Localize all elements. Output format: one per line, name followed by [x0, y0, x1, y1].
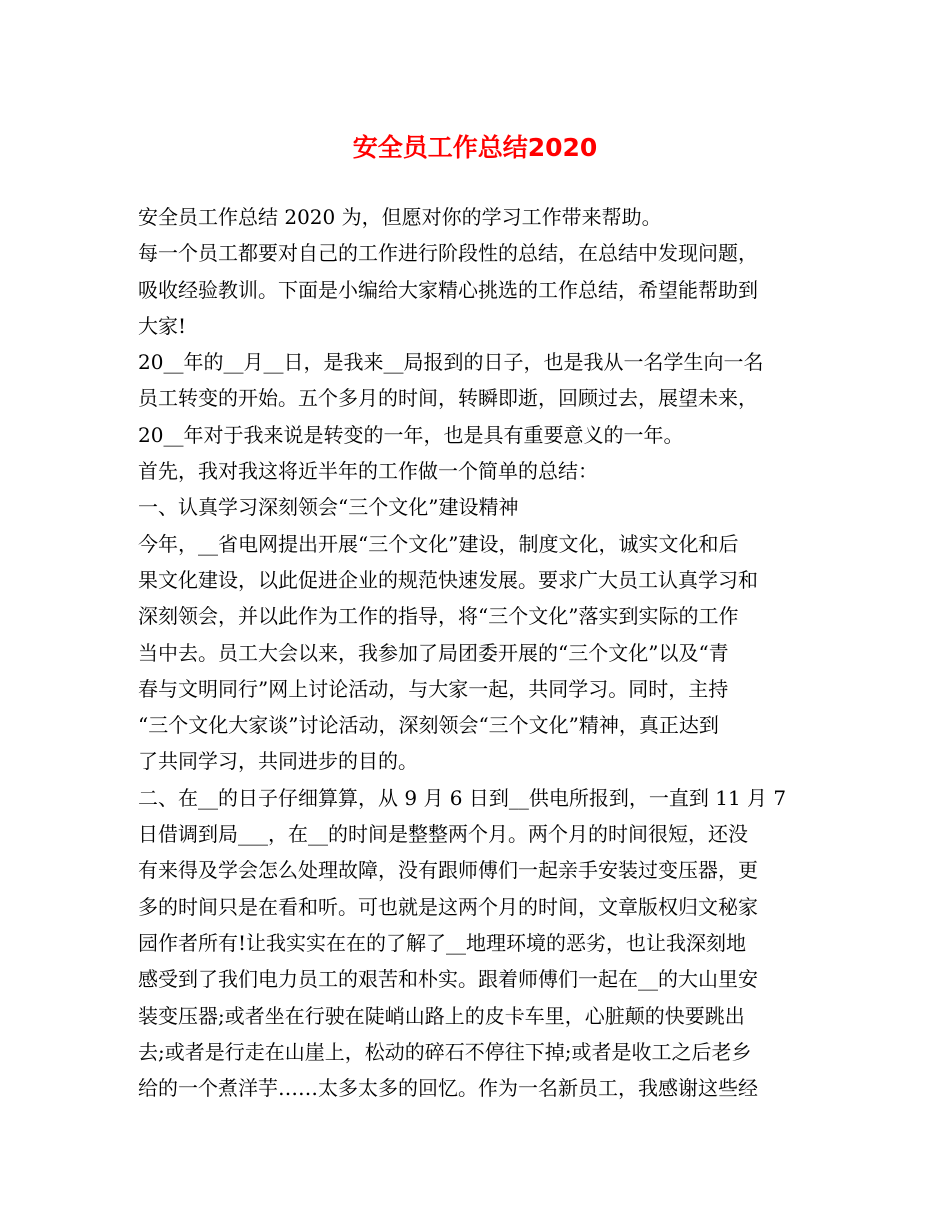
body-line: 春与文明同行”网上讨论活动，与大家一起，共同学习。同时，主持 [138, 676, 729, 701]
body-line: 吸收经验教训。下面是小编给大家精心挑选的工作总结，希望能帮助到 [138, 277, 758, 302]
body-line: 20__年的__月__日，是我来__局报到的日子，也是我从一名学生向一名 [138, 350, 764, 375]
body-line: 今年，__省电网提出开展“三个文化”建设，制度文化，诚实文化和后 [138, 531, 739, 556]
body-line: 每一个员工都要对自己的工作进行阶段性的总结，在总结中发现问题， [138, 241, 758, 266]
body-line: 深刻领会，并以此作为工作的指导，将“三个文化”落实到实际的工作 [138, 604, 739, 629]
body-line: 装变压器;或者坐在行驶在陡峭山路上的皮卡车里，心脏颠的快要跳出 [138, 1003, 745, 1028]
body-line: 日借调到局___，在__的时间是整整两个月。两个月的时间很短，还没 [138, 822, 748, 847]
body-line: “三个文化大家谈”讨论活动，深刻领会“三个文化”精神，真正达到 [138, 713, 719, 738]
body-line: 多的时间只是在看和听。可也就是这两个月的时间，文章版权归文秘家 [138, 894, 758, 919]
body-line: 了共同学习，共同进步的目的。 [138, 749, 418, 774]
section-heading: 一、认真学习深刻领会“三个文化”建设精神 [138, 495, 519, 520]
body-line: 给的一个煮洋芋……太多太多的回忆。作为一名新员工，我感谢这些经 [138, 1076, 758, 1101]
body-line: 安全员工作总结 2020 为，但愿对你的学习工作带来帮助。 [138, 205, 662, 229]
body-line: 首先，我对我这将近半年的工作做一个简单的总结： [138, 459, 598, 484]
body-line: 果文化建设，以此促进企业的规范快速发展。要求广大员工认真学习和 [138, 567, 758, 592]
body-line: 有来得及学会怎么处理故障，没有跟师傅们一起亲手安装过变压器，更 [138, 858, 758, 883]
document-title: 安全员工作总结2020 [352, 133, 598, 162]
document-body [138, 199, 818, 1106]
body-line: 园作者所有!让我实实在在的了解了__地理环境的恶劣，也让我深刻地 [138, 930, 747, 955]
body-line: 去;或者是行走在山崖上，松动的碎石不停往下掉;或者是收工之后老乡 [138, 1039, 752, 1064]
body-line: 感受到了我们电力员工的艰苦和朴实。跟着师傅们一起在__的大山里安 [138, 967, 758, 992]
section-heading: 二、在__的日子仔细算算，从 9 月 6 日到__供电所报到，一直到 11 月 7 [138, 785, 787, 810]
body-line: 当中去。员工大会以来，我参加了局团委开展的“三个文化”以及“青 [138, 640, 729, 665]
body-line: 大家! [138, 313, 187, 338]
body-line: 员工转变的开始。五个多月的时间，转瞬即逝，回顾过去，展望未来， [138, 386, 758, 411]
body-line: 20__年对于我来说是转变的一年，也是具有重要意义的一年。 [138, 422, 684, 447]
